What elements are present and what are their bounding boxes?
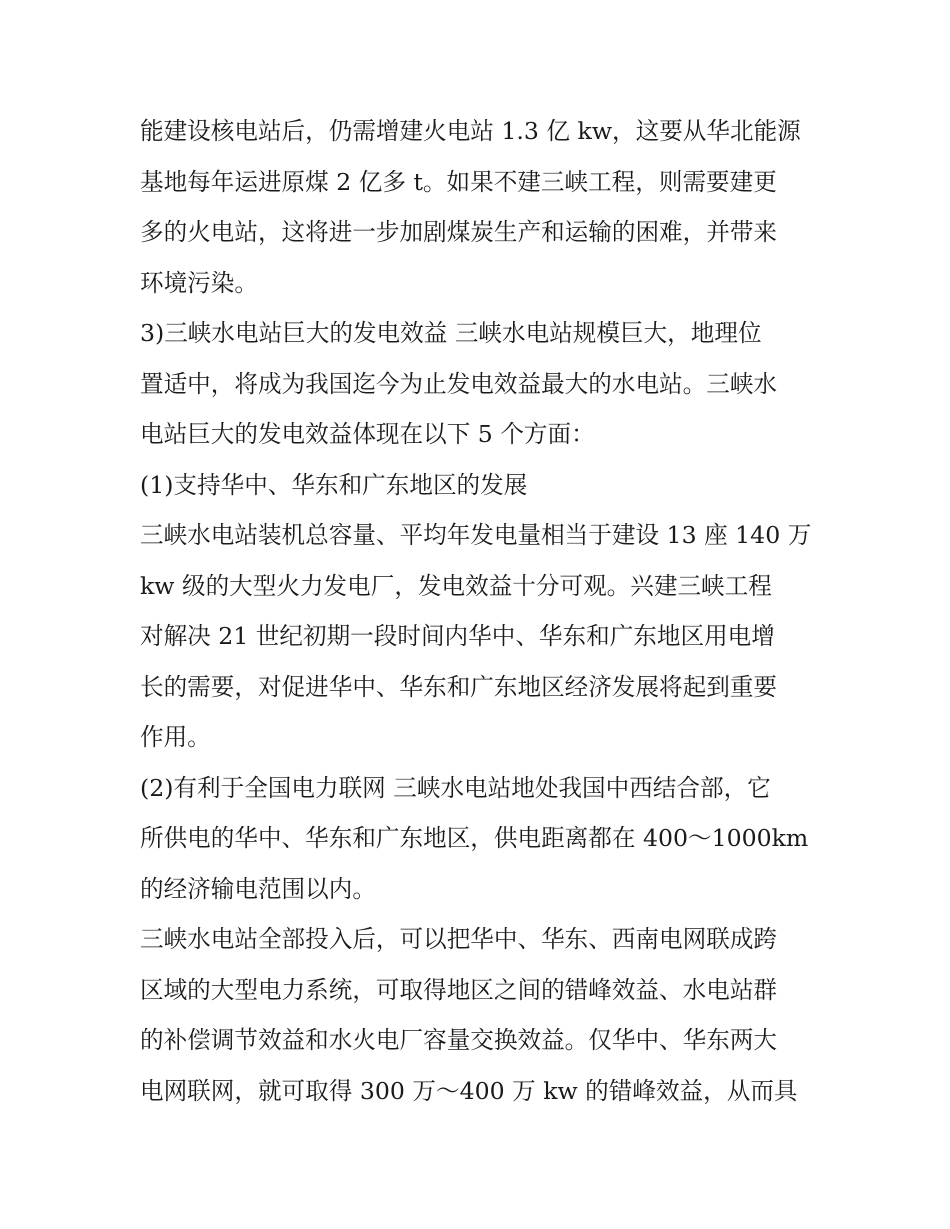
subheading-line: (2)有利于全国电力联网 三峡水电站地处我国中西结合部，它 <box>140 773 771 802</box>
text-line: 长的需要，对促进华中、华东和广东地区经济发展将起到重要 <box>140 672 778 701</box>
text-line: 环境污染。 <box>140 268 258 297</box>
text-line: 三峡水电站装机总容量、平均年发电量相当于建设 13 座 140 万 <box>140 521 812 549</box>
text-line: 电站巨大的发电效益体现在以下 5 个方面： <box>140 420 595 448</box>
text-line: 多的火电站，这将进一步加剧煤炭生产和运输的困难，并带来 <box>140 218 778 246</box>
text-line: 所供电的华中、华东和广东地区，供电距离都在 400～1000km <box>140 824 809 852</box>
text-line: 作用。 <box>140 723 211 751</box>
text-line: 能建设核电站后，仍需增建火电站 1.3 亿 kw，这要从华北能源 <box>140 117 801 145</box>
section-heading-line: 3)三峡水电站巨大的发电效益 三峡水电站规模巨大，地理位 <box>140 319 762 347</box>
text-line: 区域的大型电力系统，可取得地区之间的错峰效益、水电站群 <box>140 975 778 1004</box>
document-body <box>140 113 840 1123</box>
text-line: 电网联网，就可取得 300 万～400 万 kw 的错峰效益，从而具 <box>140 1076 798 1105</box>
text-line: 置适中，将成为我国迄今为止发电效益最大的水电站。三峡水 <box>140 369 778 398</box>
subheading-line: (1)支持华中、华东和广东地区的发展 <box>140 470 528 499</box>
text-line: 对解决 21 世纪初期一段时间内华中、华东和广东地区用电增 <box>140 622 775 650</box>
text-line: kw 级的大型火力发电厂，发电效益十分可观。兴建三峡工程 <box>140 571 772 600</box>
text-line: 的经济输电范围以内。 <box>140 874 376 903</box>
text-line: 三峡水电站全部投入后，可以把华中、华东、西南电网联成跨 <box>140 925 778 953</box>
text-line: 基地每年运进原煤 2 亿多 t。如果不建三峡工程，则需要建更 <box>140 167 777 196</box>
text-line: 的补偿调节效益和水火电厂容量交换效益。仅华中、华东两大 <box>140 1026 778 1054</box>
